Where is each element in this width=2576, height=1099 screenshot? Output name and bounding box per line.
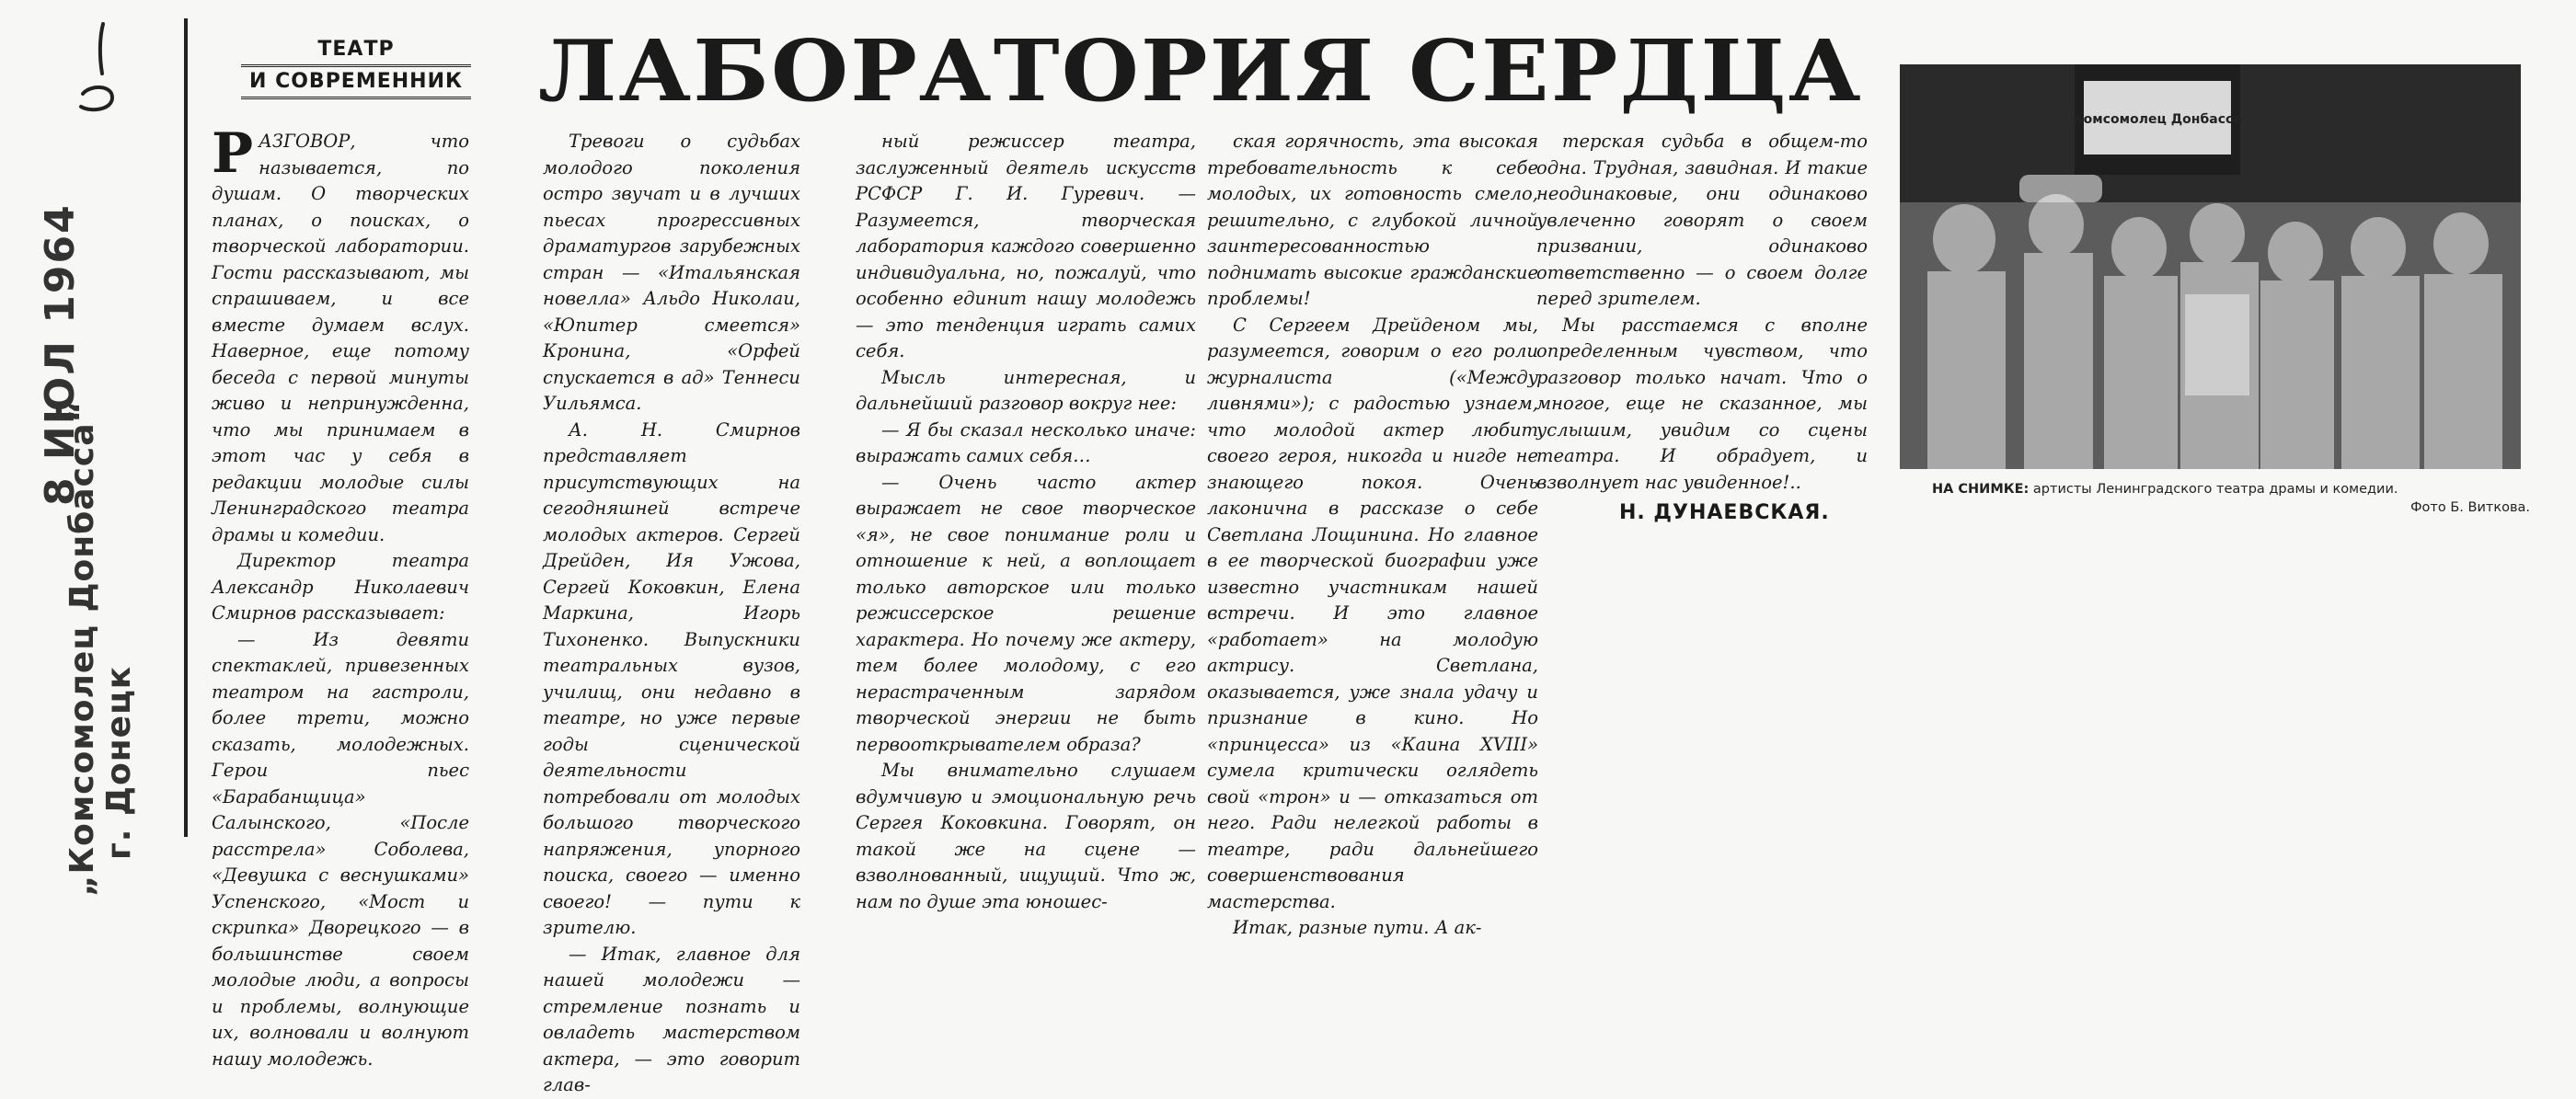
paragraph: С Сергеем Дрейденом мы, разумеется, говорим о его роли журналиста («Между ливнями»); с радостью узнаем, что молодой актер любит своего героя, никогда и нигде не знающего покоя. Очень лаконична в рассказе о себе Светлана Лощинина. Но главное в ее творческой биографии уже известно участникам нашей встречи. И это главное «работает» на молодую актрису. Светлана, оказывается, уже знала удачу и признание в кино. Но «принцесса» из «Каина XVIII» сумела критически оглядеть свой «трон» и — отказаться от него. Ради нелегкой работы в театре, ради дальнейшего совершенствования мастерства. [1207,314,1538,912]
paragraph: — Итак, главное для нашей молодежи — стремление познать и овладеть мастерством актера, — это говорит глав- [543,943,800,1095]
paragraph: — Я бы сказал несколько иначе: выражать самих себя… [856,418,1196,466]
column-1 [212,121,469,1070]
paragraph: Тревоги о судьбах молодого поколения остро звучат и в лучших пьесах прогрессивных драматургов зарубежных стран — «Итальянская новелла» Альдо Николаи, «Юпитер смеется» Кронина, «Орфей спускается в ад» Теннеси Уильямса. [543,131,800,414]
drop-cap: Р [212,121,254,186]
lead-text: АЗГОВОР, что называется, по душам. О творческих планах, о поисках, о творческой лаборатории. Гости рассказывают, мы спрашиваем, и все вместе думаем вслух. Наверное, еще потому беседа с первой минуты живо и непринужденна, что мы принимаем в этот час у себя в редакции молодые силы Ленинградского театра драмы и комедии. [212,131,469,545]
paragraph: ный режиссер театра, заслуженный деятель искусств РСФСР Г. И. Гуревич. — Разумеется, творческая лаборатория каждого совершенно индивидуальна, но, пожалуй, что особенно единит нашу молодежь — это тенденция играть самих себя. [856,131,1196,361]
column-5 [1536,129,1868,493]
paragraph: А. Н. Смирнов представляет присутствующих на сегодняшней встрече молодых актеров. Сергей Дрейден, Ия Ужова, Сергей Коковкин, Елена Маркина, Игорь Тихоненко. Выпускники театральных вузов, училищ, они недавно в театре, но уже первые годы сценической деятельности потребовали от молодых большого творческого напряжения, упорного поиска, своего — именно своего! — пути к зрителю. [543,418,800,938]
paragraph: Директор театра Александр Николаевич Смирнов рассказывает: [212,550,469,624]
photo-sign: Комсомолец Донбасса [2073,112,2242,127]
date-stamp: 8 ИЮЛ 1964 [37,203,84,506]
paragraph: — Из девяти спектаклей, привезенных театром на гастроли, более трети, можно сказать, молодежных. Герои пьес «Барабанщица» Салынского, «После расстрела» Соболева, «Девушка с веснушками» Успенского, «Мост и скрипка» Дворецкого — в большинстве своем молодые люди, а вопросы и проблемы, волнующие их, волновали и волнуют нашу молодежь. [212,628,469,1070]
photo-image [1900,64,2521,469]
photo-credit: Фото Б. Виткова. [2410,500,2530,515]
paragraph: Итак, разные пути. А ак- [1233,917,1482,938]
column-2 [543,129,800,1095]
caption-lead: НА СНИМКЕ: [1932,482,2030,497]
rubric-line-1: ТЕАТР [241,35,471,67]
column-4 [1207,129,1538,938]
paragraph: терская судьба в общем-то одна. Трудная, завидная. И такие неодинаковые, они одинаково увлеченно говорят о своем призвании, одинаково ответственно — о своем долге перед зрителем. [1536,131,1868,309]
author-signature: Н. ДУНАЕВСКАЯ. [1619,501,1830,524]
paragraph: ская горячность, эта высокая требовательность к себе молодых, их готовность смело, решительно, с глубокой личной заинтересованностью поднимать высокие гражданские проблемы! [1207,131,1538,309]
paragraph: — Очень часто актер выражает не свое творческое «я», не свое понимание роли и отношение к ней, а воплощает только авторское или только режиссерское решение характера. Но почему же актеру, тем более молодому, с его нерастраченным зарядом творческой энергии не быть первооткрывателем образа? [856,471,1196,755]
paragraph: Мы расстаемся с вполне определенным чувством, что разговор только начат. Что о многое, еще не сказанное, мы услышим, увидим со сцены театра. И обрадует, и взволнует нас увиденное!.. [1536,314,1868,493]
rubric [241,35,471,99]
photo-caption [1932,480,2567,517]
newspaper-city: г. Донецк [100,665,138,860]
paragraph: Мысль интересная, и дальнейший разговор вокруг нее: [856,366,1196,414]
column-3 [856,129,1196,912]
lead-paragraph [212,121,469,548]
margin-rule [184,18,188,837]
headline: ЛАБОРАТОРИЯ СЕРДЦА [538,21,1863,120]
rubric-line-2: И СОВРЕМЕННИК [241,67,471,99]
paragraph: Мы внимательно слушаем вдумчивую и эмоциональную речь Сергея Коковкина. Говорят, он такой же на сцене — взволнованный, ищущий. Что ж, нам по душе эта юношес- [856,760,1196,912]
newspaper-stamp [64,400,138,897]
caption-text: артисты Ленинградского театра драмы и комедии. [2032,482,2398,497]
handwritten-mark [72,20,127,121]
photo [1900,64,2521,469]
newspaper-name: „Комсомолец Донбасса“ [63,399,101,897]
